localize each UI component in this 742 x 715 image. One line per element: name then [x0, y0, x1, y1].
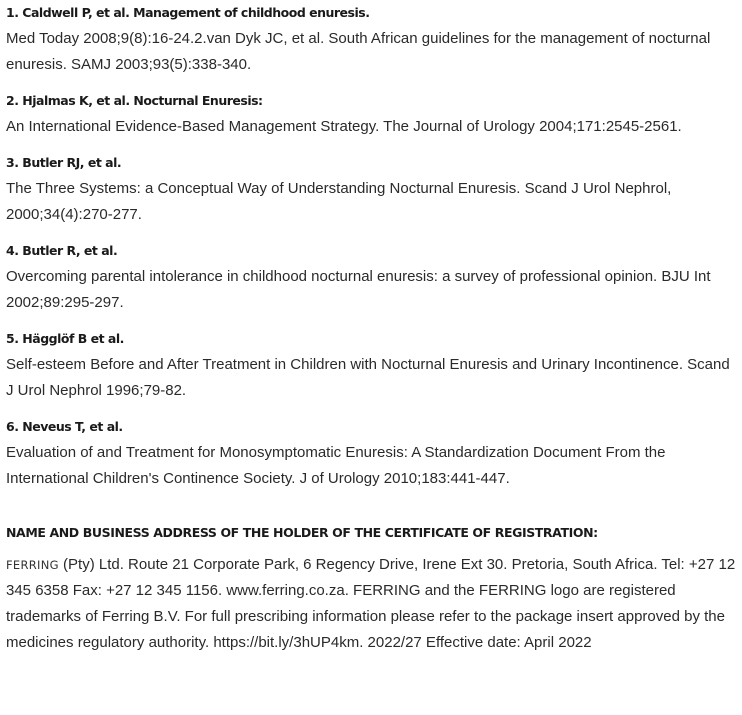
references-section — [6, 0, 738, 656]
reference-6-body: Evaluation of and Treatment for Monosymptomatic Enuresis: A Standardization Document From the International Children's Continence Society. J of Urology 2010;183:441-447. — [6, 444, 666, 487]
holder-heading: NAME AND BUSINESS ADDRESS OF THE HOLDER OF THE CERTIFICATE OF REGISTRATION: — [6, 525, 598, 540]
ferring-brand-name: FERRING — [6, 558, 59, 572]
holder-details — [6, 552, 738, 656]
reference-5-heading: 5. Hägglöf B et al. — [6, 331, 124, 346]
reference-4-body: Overcoming parental intolerance in childhood nocturnal enuresis: a survey of professional opinion. BJU Int 2002;89:295-297. — [6, 268, 711, 311]
reference-4-heading: 4. Butler R, et al. — [6, 243, 118, 258]
reference-2-heading: 2. Hjalmas K, et al. Nocturnal Enuresis: — [6, 93, 263, 108]
reference-2-body: An International Evidence-Based Management Strategy. The Journal of Urology 2004;171:2545-2561. — [6, 118, 682, 135]
reference-3-body: The Three Systems: a Conceptual Way of Understanding Nocturnal Enuresis. Scand J Urol Nephrol, 2000;34(4):270-277. — [6, 180, 672, 223]
reference-1-heading: 1. Caldwell P, et al. Management of childhood enuresis. — [6, 5, 370, 20]
reference-3-heading: 3. Butler RJ, et al. — [6, 155, 122, 170]
holder-body-text: (Pty) Ltd. Route 21 Corporate Park, 6 Regency Drive, Irene Ext 30. Pretoria, South Africa. Tel: +27 12 345 6358 Fax: +27 12 345 1156. www.ferring.co.za. FERRING and the FERRING logo are registered trademarks of Ferring B.V. For full prescribing information please refer to the package insert approved by the medicines regulatory authority. https://bit.ly/3hUP4km. 2022/27 Effective date: April 2022 — [6, 556, 736, 651]
reference-1-body: Med Today 2008;9(8):16-24.2.van Dyk JC, et al. South African guidelines for the management of nocturnal enuresis. SAMJ 2003;93(5):338-340. — [6, 30, 711, 73]
reference-6-heading: 6. Neveus T, et al. — [6, 419, 123, 434]
reference-5-body: Self-esteem Before and After Treatment in Children with Nocturnal Enuresis and Urinary Incontinence. Scand J Urol Nephrol 1996;79-82. — [6, 356, 730, 399]
